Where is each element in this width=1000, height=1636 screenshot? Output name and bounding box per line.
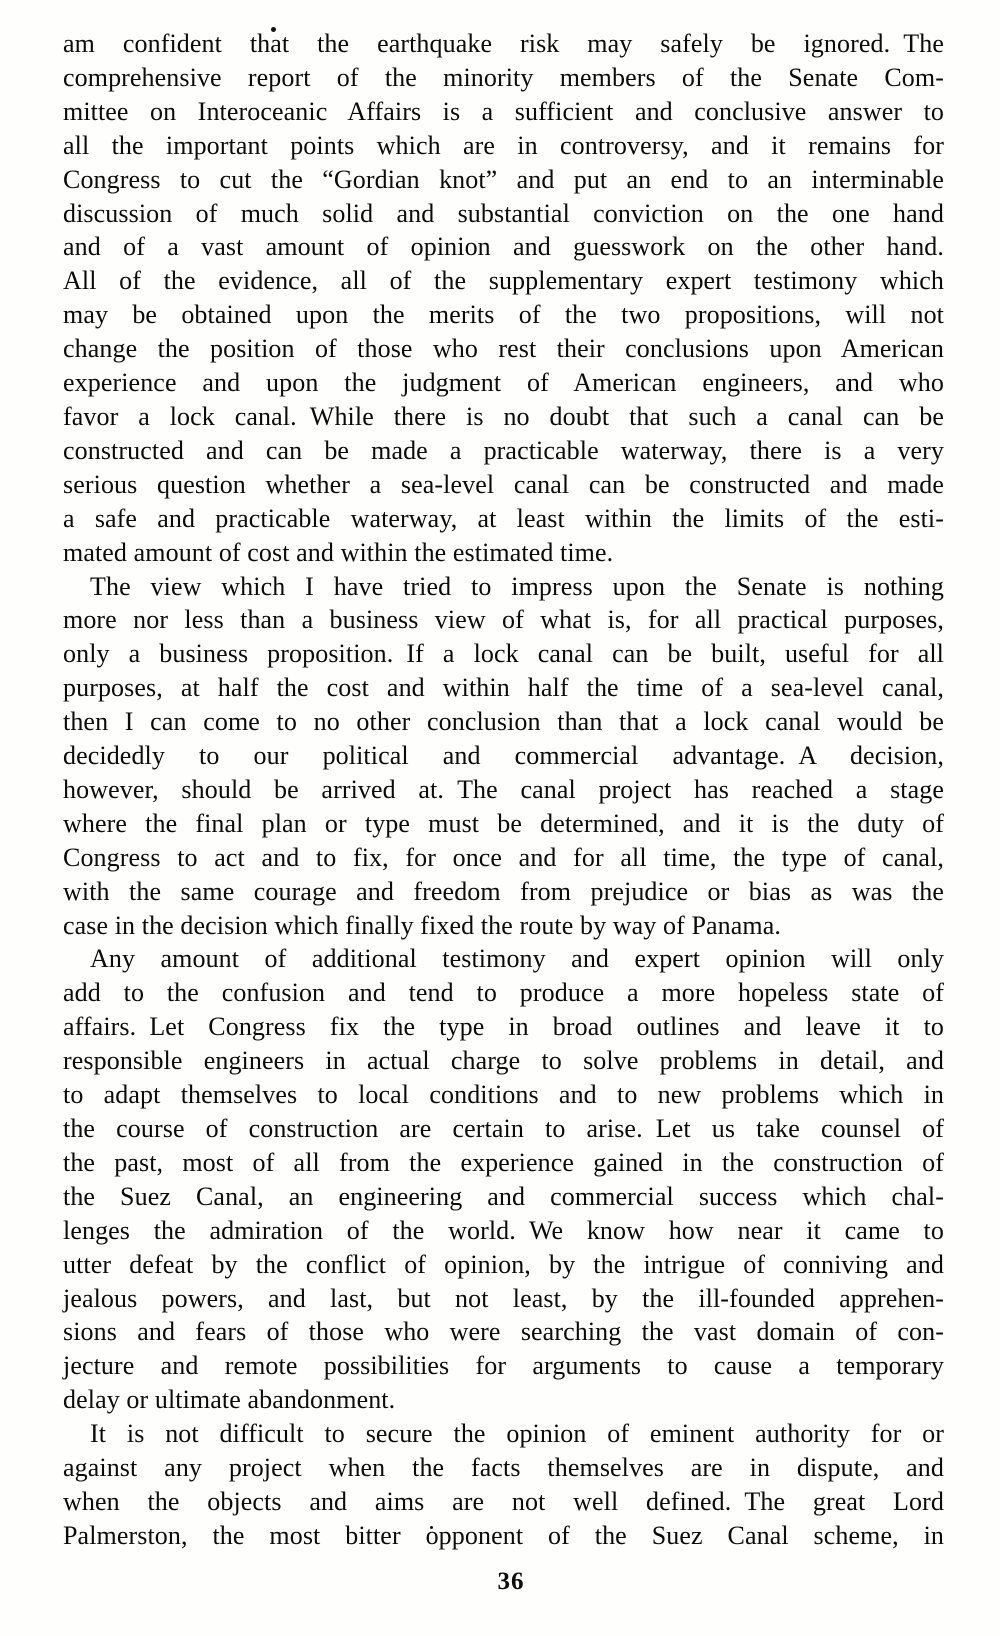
text-line: Palmerston, the most bitter opponent of the Suez Canal scheme, in <box>63 1520 944 1550</box>
text-line: where the final plan or type must be determined, and it is the duty of <box>63 808 944 838</box>
text-line: Congress to cut the “Gordian knot” and put an end to an interminable <box>63 164 944 194</box>
text-block <box>63 27 944 1553</box>
text-line: jecture and remote possibilities for arguments to cause a temporary <box>63 1351 944 1381</box>
text-line: experience and upon the judgment of American engineers, and who <box>63 368 944 398</box>
text-line: mittee on Interoceanic Affairs is a sufficient and conclusive answer to <box>63 96 944 126</box>
text-line: discussion of much solid and substantial conviction on the one hand <box>63 198 944 228</box>
text-line: against any project when the facts themselves are in dispute, and <box>63 1453 944 1483</box>
text-line: delay or ultimate abandonment. <box>63 1385 396 1415</box>
text-line: utter defeat by the conflict of opinion, by the intrigue of conniving and <box>63 1249 944 1279</box>
page-number: 36 <box>497 1568 525 1595</box>
text-line: Congress to act and to fix, for once and for all time, the type of canal, <box>63 842 944 872</box>
text-line: more nor less than a business view of what is, for all practical purposes, <box>63 605 944 635</box>
text-line: case in the decision which finally fixed the route by way of Panama. <box>63 910 781 940</box>
text-line: sions and fears of those who were searching the vast domain of con- <box>63 1317 944 1347</box>
text-line: change the position of those who rest their conclusions upon American <box>63 334 944 364</box>
text-line: The view which I have tried to impress upon the Senate is nothing <box>90 571 944 601</box>
text-line: lenges the admiration of the world. We know how near it came to <box>63 1215 944 1245</box>
text-line: mated amount of cost and within the estimated time. <box>63 537 614 567</box>
text-line: add to the confusion and tend to produce a more hopeless state of <box>63 978 944 1008</box>
text-line: the course of construction are certain to arise. Let us take counsel of <box>63 1114 944 1143</box>
text-line: when the objects and aims are not well defined. The great Lord <box>63 1486 944 1516</box>
text-line: all the important points which are in controversy, and it remains for <box>63 130 944 160</box>
text-line: Any amount of additional testimony and expert opinion will only <box>90 944 944 974</box>
text-line: the past, most of all from the experience gained in the construction of <box>63 1147 944 1177</box>
text-line: decidedly to our political and commercial advantage. A decision, <box>63 741 944 771</box>
text-line: responsible engineers in actual charge to solve problems in detail, and <box>63 1046 944 1076</box>
text-line: affairs. Let Congress fix the type in broad outlines and leave it to <box>63 1012 944 1042</box>
text-line: the Suez Canal, an engineering and commercial success which chal- <box>63 1181 944 1211</box>
text-line: a safe and practicable waterway, at least within the limits of the esti- <box>63 503 944 533</box>
text-line: purposes, at half the cost and within half the time of a sea-level canal, <box>63 673 944 703</box>
text-line: favor a lock canal. While there is no doubt that such a canal can be <box>63 401 944 431</box>
text-line: and of a vast amount of opinion and guesswork on the other hand. <box>63 232 944 262</box>
text-line: jealous powers, and last, but not least, by the ill-founded apprehen- <box>63 1283 944 1313</box>
text-line: only a business proposition. If a lock canal can be built, useful for all <box>63 639 944 669</box>
text-line: It is not difficult to secure the opinion of eminent authority for or <box>90 1419 944 1449</box>
text-line: then I can come to no other conclusion than that a lock canal would be <box>63 707 944 737</box>
text-line: All of the evidence, all of the supplementary expert testimony which <box>63 266 944 296</box>
text-line: serious question whether a sea-level canal can be constructed and made <box>63 469 944 499</box>
paragraph <box>63 942 944 1417</box>
text-line: with the same courage and freedom from prejudice or bias as was the <box>63 876 944 906</box>
paragraph <box>63 570 944 943</box>
text-line: comprehensive report of the minority members of the Senate Com- <box>63 62 944 92</box>
text-line: may be obtained upon the merits of the two propositions, will not <box>63 300 944 330</box>
text-line: to adapt themselves to local conditions and to new problems which in <box>63 1080 944 1110</box>
paragraph <box>63 1417 944 1553</box>
paragraph <box>63 27 944 570</box>
text-line: constructed and can be made a practicable waterway, there is a very <box>63 435 944 465</box>
text-line: am confident that the earthquake risk may safely be ignored. The <box>63 29 944 58</box>
text-line: however, should be arrived at. The canal project has reached a stage <box>63 774 944 804</box>
